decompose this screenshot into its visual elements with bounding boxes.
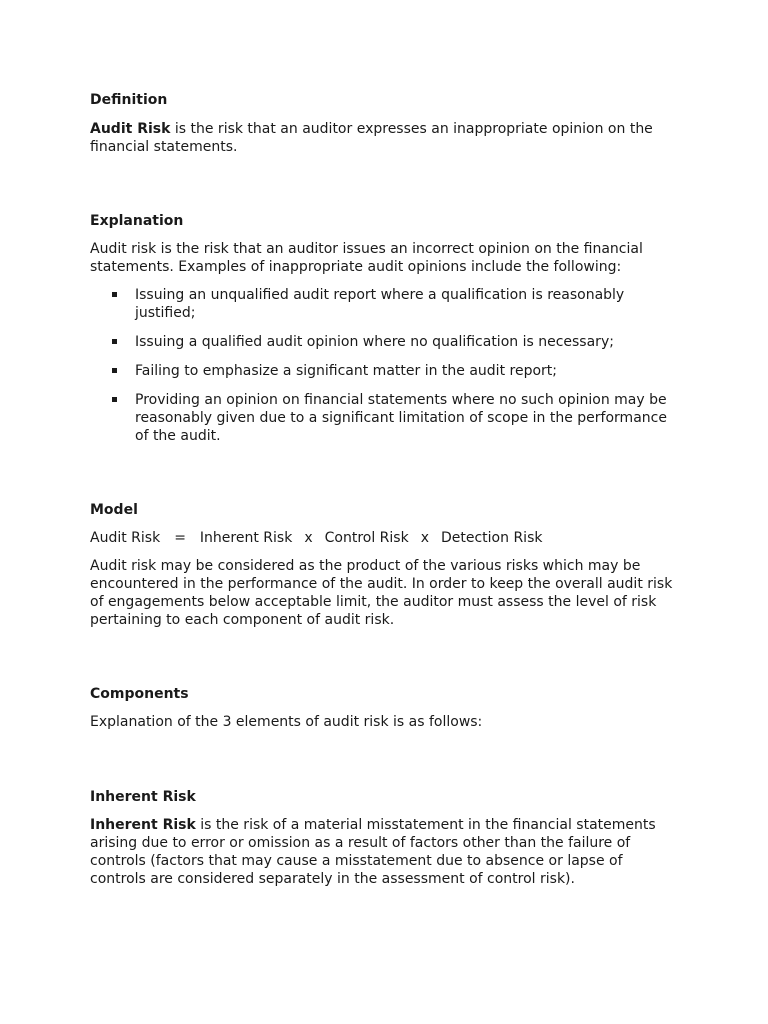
formula-times: x [420, 530, 429, 546]
list-item [90, 362, 670, 380]
list-item [90, 333, 670, 351]
formula-equals: = [174, 530, 186, 546]
definition-text: is the risk that an auditor expresses an inappropriate opinion on the financial statements. [90, 121, 653, 155]
formula-result: Audit Risk [90, 530, 161, 546]
model-paragraph: Audit risk may be considered as the product of the various risks which may be encountered in the performance of the audit. In order to keep the overall audit risk of engagements below acceptable limit, the auditor must assess the level of risk pertaining to each component of audit risk. [90, 558, 673, 628]
explanation-heading: Explanation [90, 213, 184, 229]
inherent-risk-heading: Inherent Risk [90, 789, 196, 805]
definition-heading: Definition [90, 92, 168, 108]
square-bullet-icon [112, 397, 117, 402]
model-heading: Model [90, 502, 138, 518]
square-bullet-icon [112, 292, 117, 297]
list-item [90, 391, 670, 445]
explanation-bullet-list [90, 286, 670, 456]
audit-risk-formula [90, 529, 680, 547]
components-paragraph: Explanation of the 3 elements of audit risk is as follows: [90, 714, 483, 730]
inherent-risk-term: Inherent Risk [90, 817, 196, 833]
inherent-risk-text: is the risk of a material misstatement in the financial statements arising due to error or omission as a result of factors other than the failure of controls (factors that may cause a misstatement due to absence or lapse of controls are considered separately in the assessment of control risk). [90, 817, 656, 887]
square-bullet-icon [112, 339, 117, 344]
formula-factor-control: Control Risk [324, 530, 409, 546]
list-item-text: Providing an opinion on financial statements where no such opinion may be reasonably given due to a significant limitation of scope in the performance of the audit. [135, 392, 667, 444]
formula-factor-inherent: Inherent Risk [199, 530, 293, 546]
list-item-text: Issuing an unqualified audit report where a qualification is reasonably justified; [135, 287, 625, 321]
definition-paragraph [90, 120, 680, 156]
explanation-paragraph: Audit risk is the risk that an auditor issues an incorrect opinion on the financial statements. Examples of inappropriate audit opinions include the following: [90, 241, 643, 275]
list-item-text: Issuing a qualified audit opinion where no qualification is necessary; [135, 334, 614, 350]
list-item-text: Failing to emphasize a significant matter in the audit report; [135, 363, 557, 379]
square-bullet-icon [112, 368, 117, 373]
inherent-risk-paragraph [90, 816, 680, 888]
formula-times: x [304, 530, 313, 546]
list-item [90, 286, 670, 322]
components-heading: Components [90, 686, 189, 702]
definition-term: Audit Risk [90, 121, 171, 137]
formula-factor-detection: Detection Risk [440, 530, 543, 546]
